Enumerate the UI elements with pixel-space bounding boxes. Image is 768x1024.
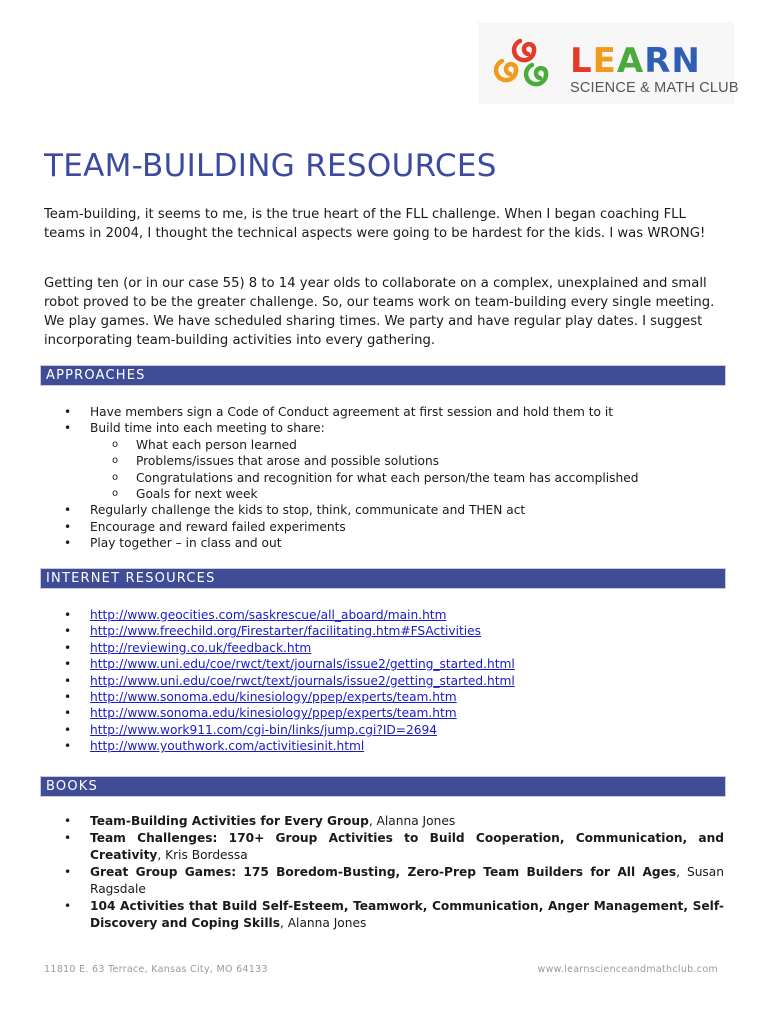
resource-link[interactable]: http://www.geocities.com/saskrescue/all_aboard/main.htm	[90, 608, 447, 622]
bullet-icon: •	[64, 624, 72, 639]
bullet-icon: •	[64, 690, 72, 705]
resource-link[interactable]: http://www.sonoma.edu/kinesiology/ppep/experts/team.htm	[90, 690, 457, 705]
logo-letter: R	[644, 41, 672, 81]
logo-letter: A	[616, 41, 645, 81]
list-item-text: Play together – in class and out	[90, 536, 282, 551]
bullet-icon: •	[64, 865, 72, 879]
sub-list-item	[90, 453, 724, 469]
list-item	[44, 607, 724, 623]
list-item	[44, 420, 724, 502]
circle-bullet-icon: o	[112, 455, 119, 467]
book-title: Team-Building Activities for Every Group	[90, 814, 369, 828]
book-author: , Alanna Jones	[279, 916, 367, 930]
resource-link[interactable]: http://www.work911.com/cgi-bin/links/jump.cgi?ID=2694	[90, 722, 438, 737]
logo-wordmark	[570, 41, 701, 81]
book-author: , Susan Ragsdale	[90, 865, 724, 896]
circle-bullet-icon: o	[112, 488, 119, 500]
bullet-icon: •	[64, 899, 72, 913]
section-header-books	[40, 776, 726, 797]
list-item	[44, 502, 724, 518]
list-item-text: Have members sign a Code of Conduct agreement at first session and hold them to it	[90, 405, 614, 419]
page-title: TEAM-BUILDING RESOURCES	[44, 148, 497, 184]
bullet-icon: •	[64, 519, 72, 534]
list-item	[44, 673, 724, 689]
bullet-icon: •	[64, 405, 72, 419]
list-item	[44, 656, 724, 672]
list-item-text: Build time into each meeting to share:	[90, 421, 325, 436]
logo	[478, 22, 739, 104]
swirl-logo-icon	[494, 34, 558, 92]
list-item-text: Encourage and reward failed experiments	[90, 519, 346, 534]
list-item	[44, 404, 724, 420]
book-item	[44, 864, 724, 898]
circle-bullet-icon: o	[112, 438, 119, 450]
footer-address: 11810 E. 63 Terrace, Kansas City, MO 64133	[44, 964, 268, 975]
bullet-icon: •	[64, 722, 72, 737]
logo-subtitle: SCIENCE & MATH CLUB	[570, 80, 739, 96]
logo-letter: L	[570, 41, 593, 81]
section-header-approaches	[40, 365, 726, 386]
logo-letter: N	[671, 41, 701, 81]
bullet-icon: •	[64, 673, 72, 688]
list-item-text: Goals for next week	[136, 487, 258, 502]
bullet-icon: •	[64, 739, 72, 754]
resource-link[interactable]: http://www.freechild.org/Firestarter/facilitating.htm#FSActivities	[90, 624, 481, 639]
resource-link[interactable]: http://www.uni.edu/coe/rwct/text/journals/issue2/getting_started.html	[90, 657, 515, 672]
book-author: , Kris Bordessa	[157, 848, 248, 862]
bullet-icon: •	[64, 421, 72, 436]
resource-link[interactable]: http://www.sonoma.edu/kinesiology/ppep/experts/team.htm	[90, 706, 457, 721]
list-item	[44, 519, 724, 535]
list-item	[44, 535, 724, 551]
book-item	[44, 813, 724, 830]
section-header-internet-resources	[40, 568, 726, 589]
list-item	[44, 722, 724, 738]
list-item-text: Congratulations and recognition for what each person/the team has accomplished	[136, 470, 639, 485]
circle-bullet-icon: o	[112, 471, 119, 483]
logo-letter: E	[592, 41, 617, 81]
resource-link[interactable]: http://www.uni.edu/coe/rwct/text/journals/issue2/getting_started.html	[90, 673, 515, 688]
list-item	[44, 623, 724, 639]
bullet-icon: •	[64, 503, 72, 518]
bullet-icon: •	[64, 536, 72, 551]
intro-paragraph: Team-building, it seems to me, is the true heart of the FLL challenge. When I began coaching FLL teams in 2004, I thought the technical aspects were going to be hardest for the kids. I was WRONG!	[44, 207, 706, 241]
bullet-icon: •	[64, 657, 72, 672]
list-item	[44, 689, 724, 705]
book-title: Team Challenges: 170+ Group Activities to Build Cooperation, Communication, and Creativity	[90, 831, 724, 862]
sub-list-item	[90, 470, 724, 486]
bullet-icon: •	[64, 814, 72, 828]
books-list	[44, 813, 724, 932]
approaches-list	[44, 404, 724, 552]
book-item	[44, 830, 724, 864]
list-item-text: Problems/issues that arose and possible solutions	[136, 454, 440, 469]
book-item	[44, 898, 724, 932]
bullet-icon: •	[64, 706, 72, 721]
resource-link[interactable]: http://www.youthwork.com/activitiesinit.html	[90, 739, 365, 754]
footer-website[interactable]: www.learnscienceandmathclub.com	[537, 964, 718, 975]
list-item	[44, 640, 724, 656]
bullet-icon: •	[64, 831, 72, 845]
book-author: , Alanna Jones	[368, 814, 456, 828]
list-item	[44, 738, 724, 754]
sub-list-item	[90, 486, 724, 502]
section-heading: APPROACHES	[46, 368, 146, 383]
book-title: Great Group Games: 175 Boredom-Busting, Zero-Prep Team Builders for All Ages	[90, 865, 677, 879]
section-heading: BOOKS	[46, 779, 98, 794]
sub-list-item	[90, 437, 724, 453]
list-item-text: Regularly challenge the kids to stop, think, communicate and THEN act	[90, 503, 526, 518]
intro-paragraph: Getting ten (or in our case 55) 8 to 14 year olds to collaborate on a complex, unexplained and small robot proved to be the greater challenge. So, our teams work on team-building every single meeting. We play games. We have scheduled sharing times. We party and have regular play dates. I suggest incorporating team-building activities into every gathering.	[44, 276, 715, 348]
sub-list	[90, 437, 724, 503]
bullet-icon: •	[64, 608, 72, 622]
list-item	[44, 705, 724, 721]
list-item-text: What each person learned	[136, 437, 297, 452]
section-heading: INTERNET RESOURCES	[46, 571, 216, 586]
book-title: 104 Activities that Build Self-Esteem, Teamwork, Communication, Anger Management, Self-Discovery and Coping Skills	[90, 899, 724, 930]
bullet-icon: •	[64, 640, 72, 655]
internet-resources-list	[44, 607, 724, 755]
resource-link[interactable]: http://reviewing.co.uk/feedback.htm	[90, 640, 312, 655]
